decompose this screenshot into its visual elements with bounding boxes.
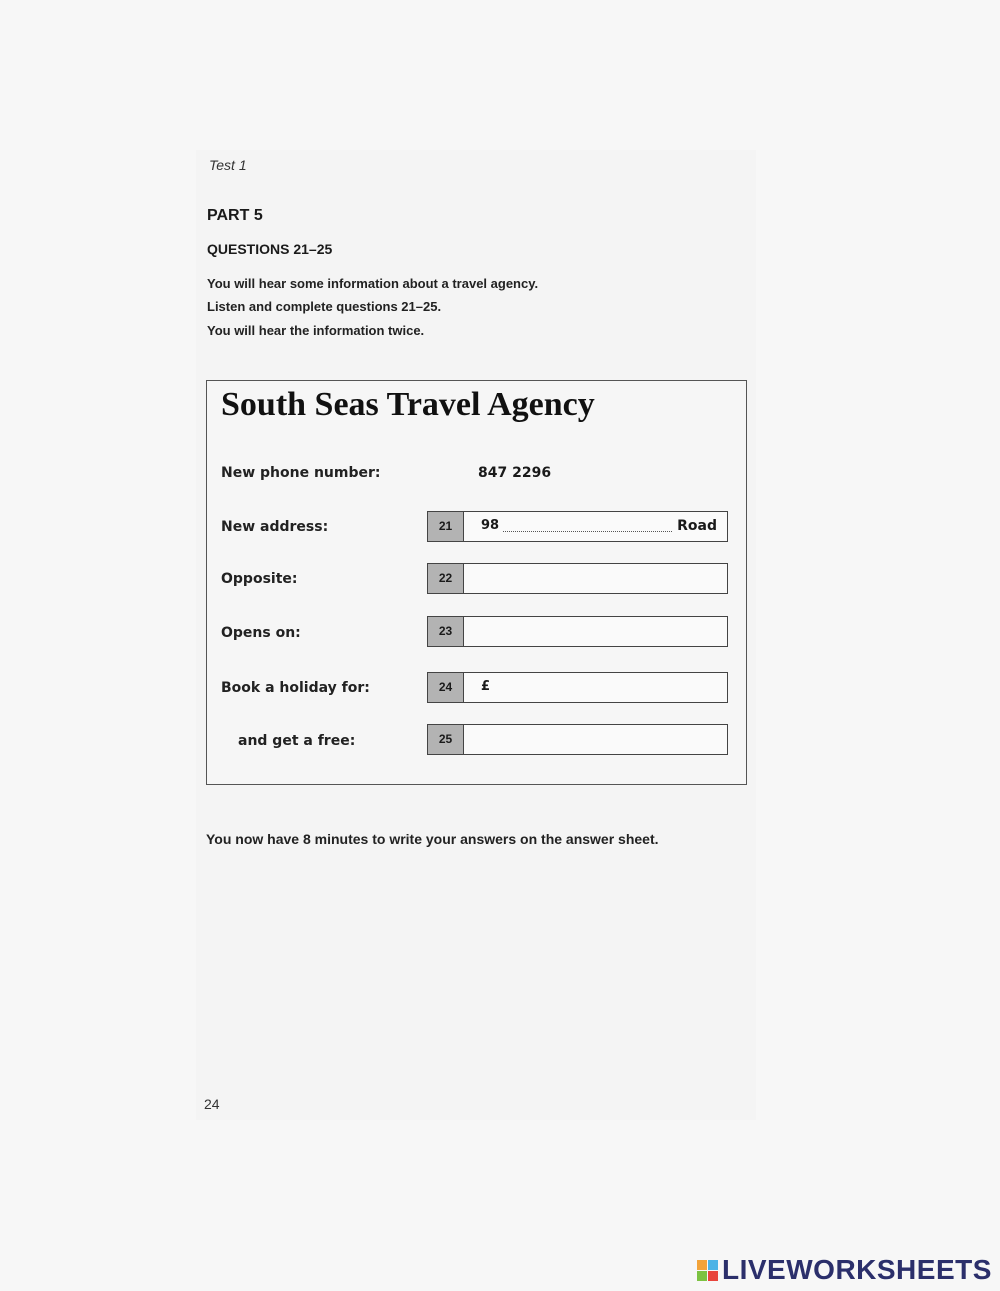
liveworksheets-logo-icon (697, 1260, 718, 1281)
phone-label: New phone number: (221, 465, 381, 481)
instruction-line: You will hear some information about a travel agency. (207, 276, 539, 291)
page-number: 24 (204, 1096, 220, 1112)
question-number: 24 (428, 673, 464, 702)
logo-square (708, 1271, 718, 1281)
question-number: 21 (428, 512, 464, 541)
agency-title: South Seas Travel Agency (221, 386, 595, 423)
answer-field-25[interactable] (427, 724, 728, 755)
closing-instruction: You now have 8 minutes to write your answers on the answer sheet. (206, 831, 659, 847)
field-suffix: Road (677, 518, 717, 534)
logo-square (697, 1271, 707, 1281)
address-label: New address: (221, 519, 329, 535)
answer-field-22[interactable] (427, 563, 728, 594)
test-label: Test 1 (209, 157, 247, 173)
questions-heading: QUESTIONS 21–25 (207, 241, 333, 257)
question-number: 22 (428, 564, 464, 593)
dotted-line (503, 531, 672, 532)
part-heading: PART 5 (207, 207, 263, 224)
answer-field-24[interactable] (427, 672, 728, 703)
brand-name: LIVEWORKSHEETS (722, 1254, 992, 1285)
instruction-line: Listen and complete questions 21–25. (207, 299, 442, 314)
answer-field-21[interactable] (427, 511, 728, 542)
logo-square (697, 1260, 707, 1270)
opposite-label: Opposite: (221, 571, 298, 587)
holiday-label: Book a holiday for: (221, 680, 370, 696)
field-prefix: 98 (481, 518, 500, 533)
currency-symbol: £ (481, 679, 491, 694)
answer-field-23[interactable] (427, 616, 728, 647)
logo-square (708, 1260, 718, 1270)
question-number: 23 (428, 617, 464, 646)
free-item-label: and get a free: (238, 733, 356, 749)
question-number: 25 (428, 725, 464, 754)
instruction-line: You will hear the information twice. (207, 323, 425, 338)
opens-on-label: Opens on: (221, 625, 301, 641)
liveworksheets-brand[interactable] (697, 1255, 992, 1285)
phone-value: 847 2296 (478, 465, 552, 481)
